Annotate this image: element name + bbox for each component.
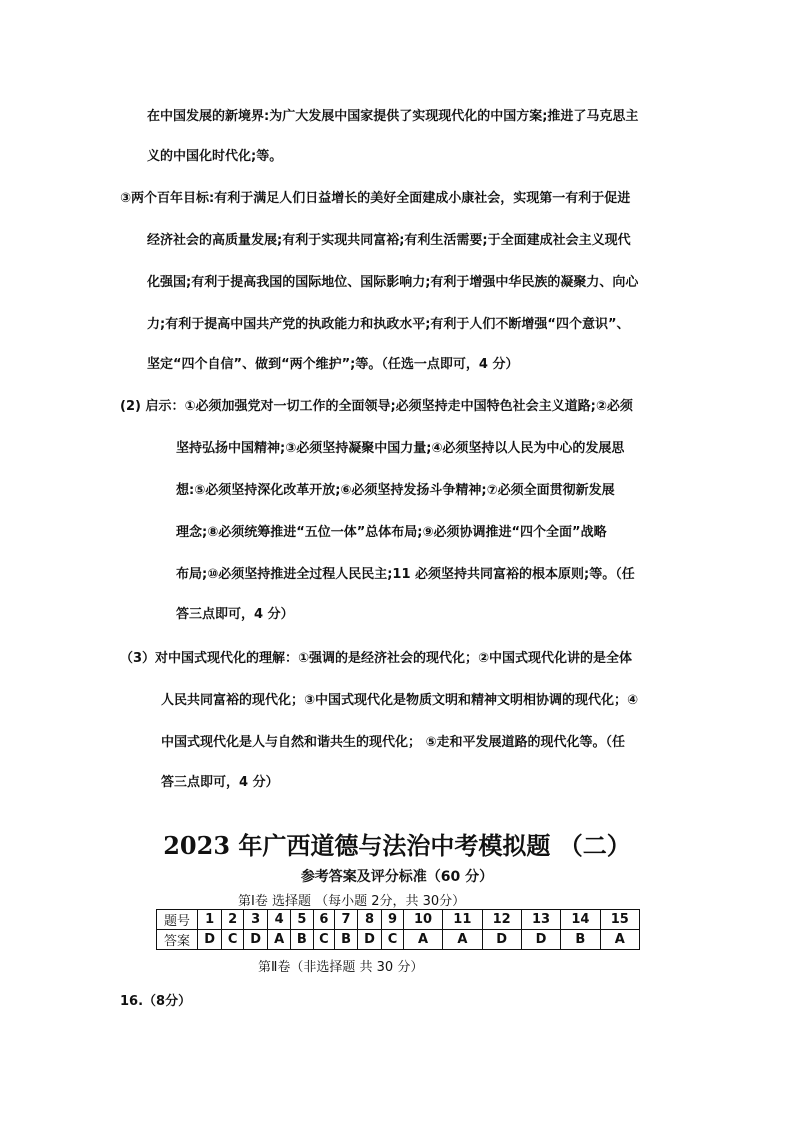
answer-cell: A: [403, 930, 442, 950]
answer-cell: A: [600, 930, 639, 950]
answer-cell: C: [382, 930, 404, 950]
text-line: 力;有利于提高中国共产党的执政能力和执政水平;有利于人们不断增强“四个意识”、: [147, 317, 630, 332]
text-line: 在中国发展的新境界:为广大发展中国家提供了实现现代化的中国方案;推进了马克思主: [147, 109, 639, 124]
exam-title: 2023 年广西道德与法治中考模拟题 （二）: [163, 831, 631, 860]
question-number-cell: 15: [600, 910, 639, 930]
answer-cell: D: [482, 930, 521, 950]
text-line: 义的中国化时代化;等。: [147, 149, 283, 164]
question-number-cell: 11: [443, 910, 482, 930]
text-line: 理念;⑧必须统筹推进“五位一体”总体布局;⑨必须协调推进“四个全面”战略: [176, 525, 607, 540]
text-line: 答三点即可，4 分）: [176, 607, 294, 622]
answer-cell: D: [357, 930, 381, 950]
text-line: 坚定“四个自信”、做到“两个维护”;等。（任选一点即可，4 分）: [147, 357, 519, 372]
text-line: 人民共同富裕的现代化；③中国式现代化是物质文明和精神文明相协调的现代化；④: [161, 693, 639, 708]
text-line: 想:⑤必须坚持深化改革开放;⑥必须坚持发扬斗争精神;⑦必须全面贯彻新发展: [176, 483, 615, 498]
question-number-cell: 2: [222, 910, 244, 930]
question-number-cell: 6: [313, 910, 335, 930]
text-line: 中国式现代化是人与自然和谐共生的现代化； ⑤走和平发展道路的现代化等。（任: [161, 735, 626, 750]
question-number-cell: 9: [382, 910, 404, 930]
question-number-cell: 13: [521, 910, 560, 930]
answer-cell: B: [335, 930, 358, 950]
answer-cell: B: [291, 930, 314, 950]
question-number-cell: 12: [482, 910, 521, 930]
answer-cell: A: [268, 930, 291, 950]
question-number-row: [157, 910, 640, 930]
text-line: 坚持弘扬中国精神;③必须坚持凝聚中国力量;④必须坚持以人民为中心的发展思: [176, 441, 625, 456]
question-number-cell: 8: [357, 910, 381, 930]
row-label-answers: 答案: [157, 930, 198, 950]
text-line: 化强国;有利于提高我国的国际地位、国际影响力;有利于增强中华民族的凝聚力、向心: [147, 275, 639, 290]
answer-cell: D: [521, 930, 560, 950]
question-number-cell: 7: [335, 910, 358, 930]
text-line: （3）对中国式现代化的理解：①强调的是经济社会的现代化；②中国式现代化讲的是全体: [120, 651, 633, 666]
answer-cell: D: [198, 930, 222, 950]
exam-subtitle: 参考答案及评分标准（60 分）: [300, 869, 494, 885]
question-number-cell: 14: [561, 910, 600, 930]
text-line: ③两个百年目标:有利于满足人们日益增长的美好全面建成小康社会，实现第一有利于促进: [120, 191, 631, 206]
text-line: 经济社会的高质量发展;有利于实现共同富裕;有利生活需要;于全面建成社会主义现代: [147, 233, 631, 248]
question-number-cell: 5: [291, 910, 314, 930]
answer-cell: D: [244, 930, 268, 950]
answer-cell: B: [561, 930, 600, 950]
section-1-heading: 第Ⅰ卷 选择题 （每小题 2分，共 30分）: [238, 894, 466, 909]
row-label-numbers: 题号: [157, 910, 198, 930]
question-number-cell: 1: [198, 910, 222, 930]
text-line: 答三点即可，4 分）: [161, 775, 279, 790]
question-number-cell: 3: [244, 910, 268, 930]
answer-cell: A: [443, 930, 482, 950]
text-line: 布局;⑩必须坚持推进全过程人民民主;11 必须坚持共同富裕的根本原则;等。（任: [176, 567, 635, 582]
answer-cell: C: [313, 930, 335, 950]
question-16-heading: 16.（8分）: [120, 994, 192, 1009]
question-number-cell: 10: [403, 910, 442, 930]
text-line: (2) 启示：①必须加强党对一切工作的全面领导;必须坚持走中国特色社会主义道路;②必须: [120, 399, 633, 414]
section-2-heading: 第Ⅱ卷（非选择题 共 30 分）: [258, 960, 424, 975]
answer-row: [157, 930, 640, 950]
answer-cell: C: [222, 930, 244, 950]
question-number-cell: 4: [268, 910, 291, 930]
answer-table: [156, 909, 640, 950]
